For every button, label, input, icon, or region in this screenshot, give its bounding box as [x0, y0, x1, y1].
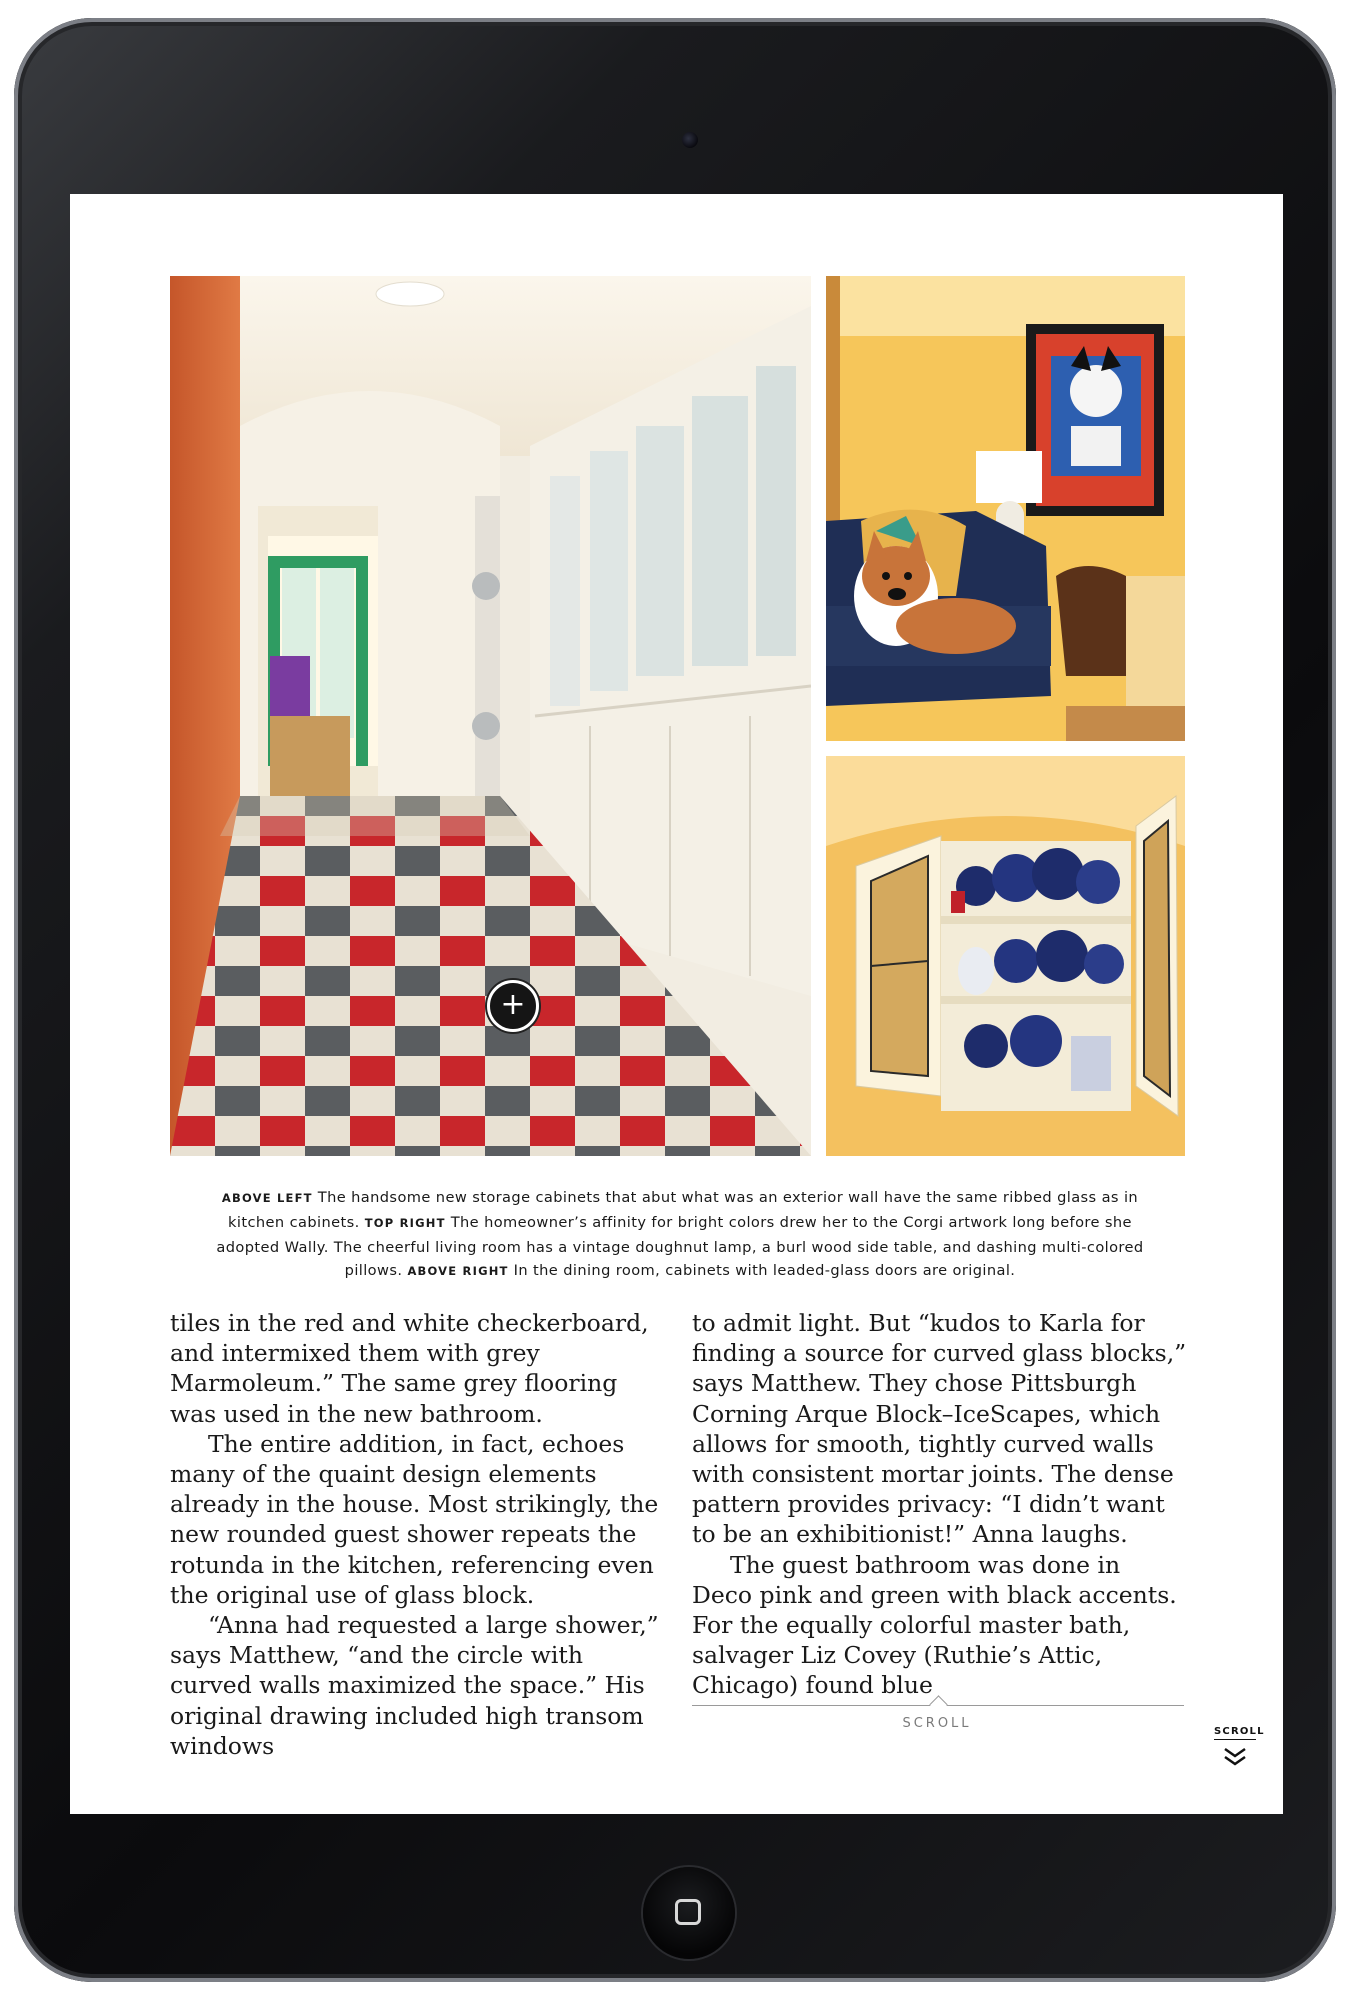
scroll-down-button[interactable] [1210, 1726, 1265, 1768]
caption-label-above-left: ABOVE LEFT [221, 1191, 313, 1205]
home-button[interactable] [643, 1867, 735, 1959]
article-paragraph: “Anna had requested a large shower,” says Matthew, “and the circle with curved walls maximized the space.” His original drawing included high transom windows [170, 1611, 659, 1760]
scroll-corner-label: SCROLL [1214, 1726, 1256, 1740]
caption-text-top-right: The homeowner’s affinity for bright colors drew her to the Corgi artwork long before she adopted Wally. The cheerful living room has a vintage doughnut lamp, a burl wood side table, and dashing multi-colored pillows. [216, 1213, 1144, 1280]
caption-label-top-right: TOP RIGHT [364, 1215, 446, 1230]
article-column-right [692, 1308, 1187, 1701]
article-paragraph: The entire addition, in fact, echoes many of the quaint design elements already in the house. Most strikingly, the new rounded guest shower repeats the rotunda in the kitchen, referencing even the original use of glass block. [170, 1429, 659, 1609]
hallway-illustration [170, 276, 811, 1156]
article-paragraph: The guest bathroom was done in Deco pink and green with black accents. For the equally colorful master bath, salvager Liz Covey (Ruthie’s Attic, Chicago) found blue [692, 1550, 1177, 1700]
cabinet-illustration [826, 756, 1185, 1156]
caption-text-above-right: In the dining room, cabinets with leaded-glass doors are original. [513, 1262, 1016, 1280]
home-square-icon [675, 1899, 701, 1925]
article-column-left [170, 1308, 670, 1761]
photo-hallway-cabinets[interactable] [170, 276, 811, 1156]
scroll-hint-label[interactable]: SCROLL [902, 1716, 972, 1731]
article-paragraph: to admit light. But “kudos to Karla for finding a source for curved glass blocks,” says Matthew. They chose Pittsburgh Corning Arque Block–IceScapes, which allows for smooth, tightly curved walls with consistent mortar joints. The dense pattern provides privacy: “I didn’t want to be an exhibitionist!” Anna laughs. [692, 1309, 1187, 1549]
double-chevron-down-icon [1222, 1746, 1248, 1768]
photo-corgi-living-room[interactable] [826, 276, 1185, 741]
caption-label-above-right: ABOVE RIGHT [407, 1264, 509, 1279]
article-paragraph: tiles in the red and white checkerboard, and intermixed them with grey Marmoleum.” The same grey flooring was used in the new bathroom. [170, 1309, 649, 1428]
corgi-illustration [826, 276, 1185, 741]
photo-caption [200, 1186, 1160, 1284]
zoom-image-button[interactable]: + [487, 980, 539, 1032]
photo-dining-cabinet[interactable] [826, 756, 1185, 1156]
magazine-page [70, 194, 1283, 1814]
caption-text-above-left: The handsome new storage cabinets that abut what was an exterior wall have the same ribbed glass as in kitchen cabinets. [228, 1189, 1139, 1231]
front-camera [682, 132, 698, 148]
